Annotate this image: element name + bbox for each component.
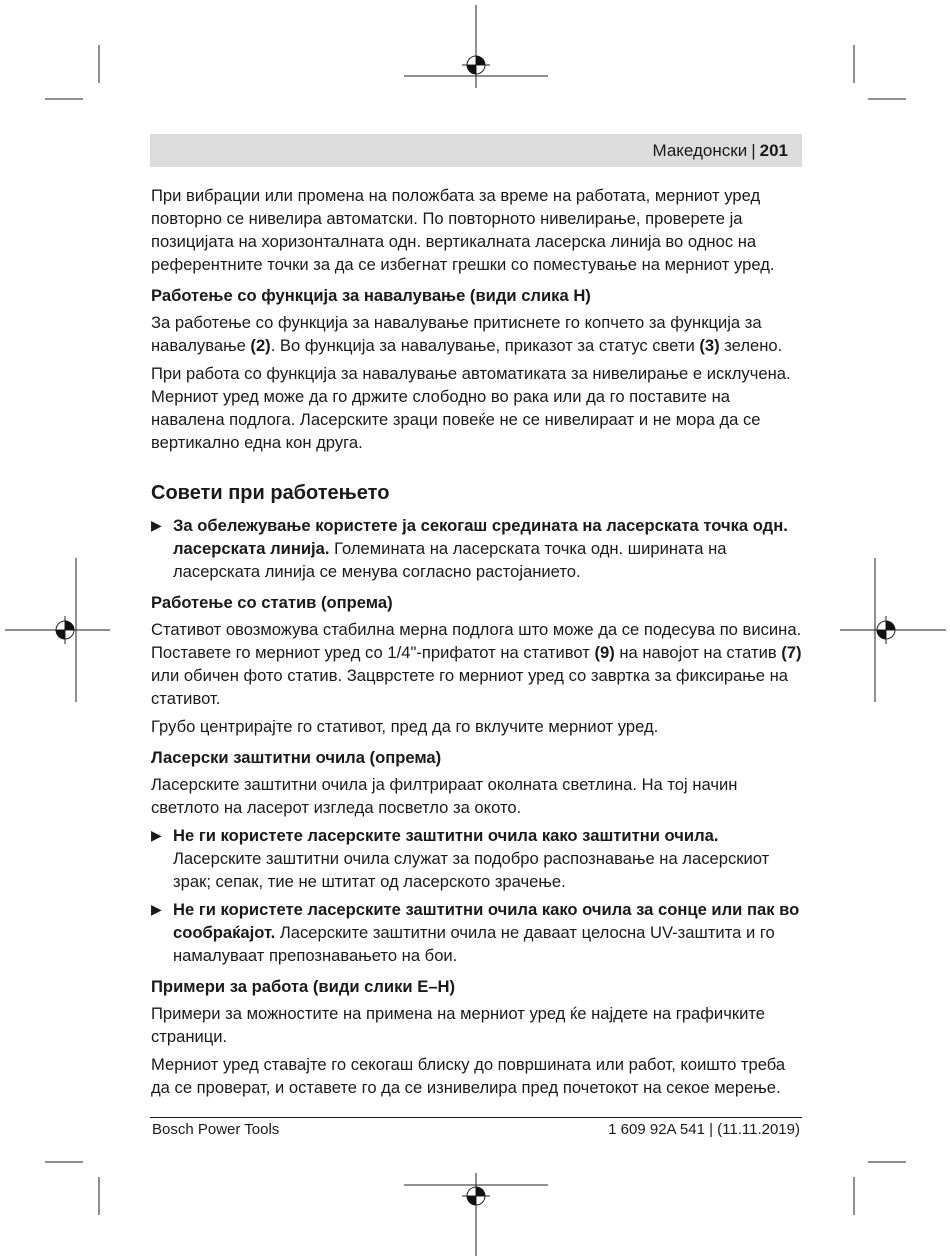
tripod-p1-text-c: или обичен фото статив. Зацврстете го мерниот уред со завртка за фиксирање на стативот. (151, 666, 789, 708)
glasses-heading: Ласерски заштитни очила (опрема) (151, 748, 442, 767)
glasses-paragraph: Ласерските заштитни очила ја филтрираат околната светлина. На тој начин светлото на ласерот изгледа посветло за окото. (151, 775, 738, 817)
page-number: 201 (759, 141, 788, 160)
footer-rule (150, 1117, 802, 1118)
tilt-p1-text-a: За работење со функција за навалување притиснете го копчето за функција за навалување (151, 313, 762, 355)
tripod-p1-text-a: Стативот овозможува стабилна мерна подлога што може да се подесува по висина. Поставете го мерниот уред со 1/4"-прифатот на стативот (151, 620, 802, 662)
examples-paragraph-1: Примери за можностите на примена на мерниот уред ќе најдете на графичките страници. (151, 1004, 766, 1046)
tips-heading: Совети при работењето (151, 482, 390, 504)
glasses-bullet-1-bold: Не ги користете ласерските заштитни очила како заштитни очила. (173, 826, 719, 845)
bullet-triangle-icon: ▶ (151, 901, 162, 917)
glasses-bullet-1-rest: Ласерските заштитни очила служат за подобро распознавање на ласерскиот зрак; сепак, тие не штитат од ласерското зрачење. (173, 849, 770, 891)
tripod-p1-text-b: на навојот на статив (614, 643, 782, 662)
tips-bullet-rest: Големината на ласерската точка одн. ширината на ласерската линија се менува согласно растојанието. (173, 539, 727, 581)
tilt-p1-ref-2: (2) (250, 336, 271, 355)
tripod-paragraph-2: Грубо центрирајте го стативот, пред да го вклучите мерниот уред. (151, 717, 659, 736)
page-header (150, 134, 802, 167)
bullet-triangle-icon: ▶ (151, 827, 162, 843)
tripod-p1-ref-7: (7) (781, 643, 802, 662)
tips-bullet-bold: За обележување користете ја секогаш средината на ласерската точка одн. ласерската линија. (173, 516, 788, 558)
tripod-heading: Работење со статив (опрема) (151, 593, 393, 612)
tilt-p1-text-b: . Во функција за навалување, приказот за статус свети (270, 336, 700, 355)
glasses-bullet-2 (151, 898, 806, 967)
tilt-paragraph-1 (151, 311, 806, 357)
glasses-bullet-2-bold: Не ги користете ласерските заштитни очила како очила за сонце или пак во сообраќајот. (173, 900, 800, 942)
tripod-paragraph-1 (151, 618, 806, 710)
tilt-heading: Работење со функција за навалување (види слика H) (151, 286, 591, 305)
footer-doc-id: 1 609 92A 541 | (11.11.2019) (608, 1121, 800, 1138)
header-language: Македонски (652, 141, 748, 160)
glasses-bullet-1 (151, 824, 806, 893)
tilt-p1-ref-3: (3) (699, 336, 720, 355)
tripod-p1-ref-9: (9) (594, 643, 615, 662)
examples-paragraph-2: Мерниот уред ставајте го секогаш блиску до површината или работ, коишто треба да се проверат, и оставете го да се изнивелира пред почетокот на секое мерење. (151, 1055, 786, 1097)
glasses-bullet-2-rest: Ласерските заштитни очила не даваат целосна UV-заштита и го намалуваат препознавањето на бои. (173, 923, 775, 965)
header-separator: | (751, 141, 756, 160)
tilt-paragraph-2: При работа со функција за навалување автоматиката за нивелирање е исклучена. Мерниот уред може да го држите слободно во рака или да го поставите на навалена подлога. Ласерските зраци повеќе не се нивелираат и не мора да се вертикално една кон друга. (151, 364, 791, 452)
examples-heading: Примери за работа (види слики E–H) (151, 977, 456, 996)
page-content (151, 184, 806, 1104)
header-text (652, 141, 788, 161)
tips-bullet (151, 514, 806, 583)
tilt-p1-text-c: зелено. (719, 336, 783, 355)
bullet-triangle-icon: ▶ (151, 517, 162, 533)
footer-brand: Bosch Power Tools (152, 1121, 280, 1138)
intro-paragraph: При вибрации или промена на положбата за време на работата, мерниот уред повторно се нивелира автоматски. По повторното нивелирање, проверете ја позицијата на хоризонталната одн. вертикалната ласерска линија во однос на референтните точки за да се избегнат грешки со поместување на мерниот уред. (151, 186, 775, 274)
